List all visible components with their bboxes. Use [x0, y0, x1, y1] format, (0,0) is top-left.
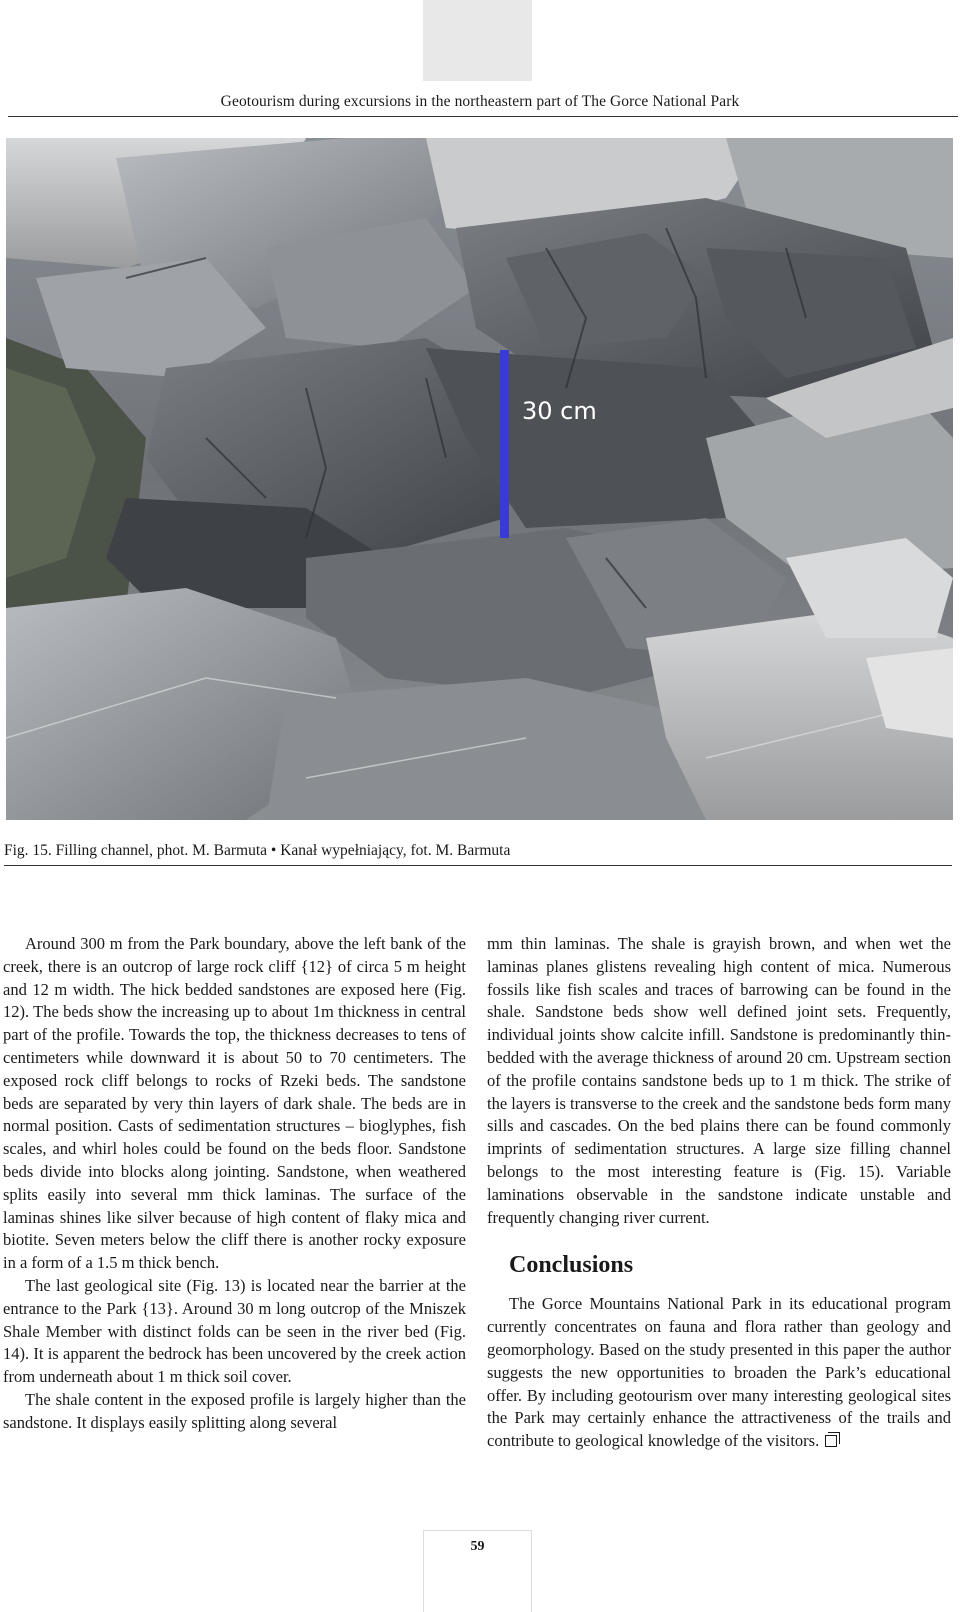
- figure-photo: [6, 138, 953, 820]
- scale-label: 30 cm: [522, 397, 597, 425]
- running-title: Geotourism during excursions in the northeastern part of The Gorce National Park: [220, 93, 740, 110]
- header-rule: [8, 116, 958, 117]
- paragraph: The last geological site (Fig. 13) is located near the barrier at the entrance to the Park {13}. Around 30 m long outcrop of the Mniszek Shale Member with distinct folds can be seen in the river bed (Fig. 14). It is apparent the bedrock has been uncovered by the creek action from underneath about 1 m thick soil cover.: [3, 1275, 466, 1387]
- paragraph: The shale content in the exposed profile is largely higher than the sandstone. It displays easily splitting along several: [3, 1389, 466, 1432]
- paragraph: Around 300 m from the Park boundary, above the left bank of the creek, there is an outcrop of large rock cliff {12} of circa 5 m height and 12 m width. The hick bedded sandstones are exposed here (Fig. 12). The beds show the increasing up to about 1m thickness in central part of the profile. Towards the top, the thickness decreases to tens of centimeters while downward it is about 50 to 70 centimeters. The exposed rock cliff belongs to rocks of Rzeki beds. The sandstone beds are separated by very thin layers of dark shale. The beds are in normal position. Casts of sedimentation structures – bioglyphes, fish scales, and whirl holes could be found on the beds floor. Sandstone beds divide into blocks along jointing. Sandstone, when weathered splits easily into several mm thick laminas. The surface of the laminas shines like silver because of high content of flaky mica and biotite. Seven meters below the cliff there is another rocky exposure in a form of a 1.5 m thick bench.: [3, 934, 466, 1273]
- header-tab: [423, 0, 532, 81]
- rock-outcrop-photo: [6, 138, 953, 820]
- caption-rule: [4, 865, 952, 866]
- conclusions-text: The Gorce Mountains National Park in its educational program currently concentrates on fauna and flora rather than geology and geomorphology. Based on the study presented in this paper the author suggests the new opportunities to broaden the Park’s educational offer. By including geotourism over many interesting geological sites the Park may certainly enhance the attractiveness of the trails and contribute to geological knowledge of the visitors.: [487, 1294, 951, 1451]
- left-column: [3, 933, 466, 1435]
- end-of-article-icon: [825, 1435, 837, 1447]
- section-heading-conclusions: Conclusions: [509, 1252, 634, 1279]
- figure-caption: Fig. 15. Filling channel, phot. M. Barmuta • Kanał wypełniający, fot. M. Barmuta: [4, 842, 511, 859]
- right-column: [487, 933, 951, 1453]
- scale-bar: [500, 350, 509, 538]
- conclusions-paragraph: [487, 1293, 951, 1453]
- page-number: 59: [470, 1539, 485, 1554]
- paragraph: mm thin laminas. The shale is grayish brown, and when wet the laminas planes glistens revealing high content of mica. Numerous fossils like fish scales and traces of barrowing can be found in the shale. Sandstone beds show well defined joint sets. Frequently, individual joints show calcite infill. Sandstone is predominantly thin-bedded with the average thickness of around 20 cm. Upstream section of the profile contains sandstone beds up to 1 m thick. The strike of the layers is transverse to the creek and the sandstone beds form many sills and cascades. On the bed plains there can be found commonly imprints of sedimentation structures. A large size filling channel belongs to the most interesting feature is (Fig. 15). Variable laminations observable in the sandstone indicate unstable and frequently changing river current.: [487, 934, 951, 1227]
